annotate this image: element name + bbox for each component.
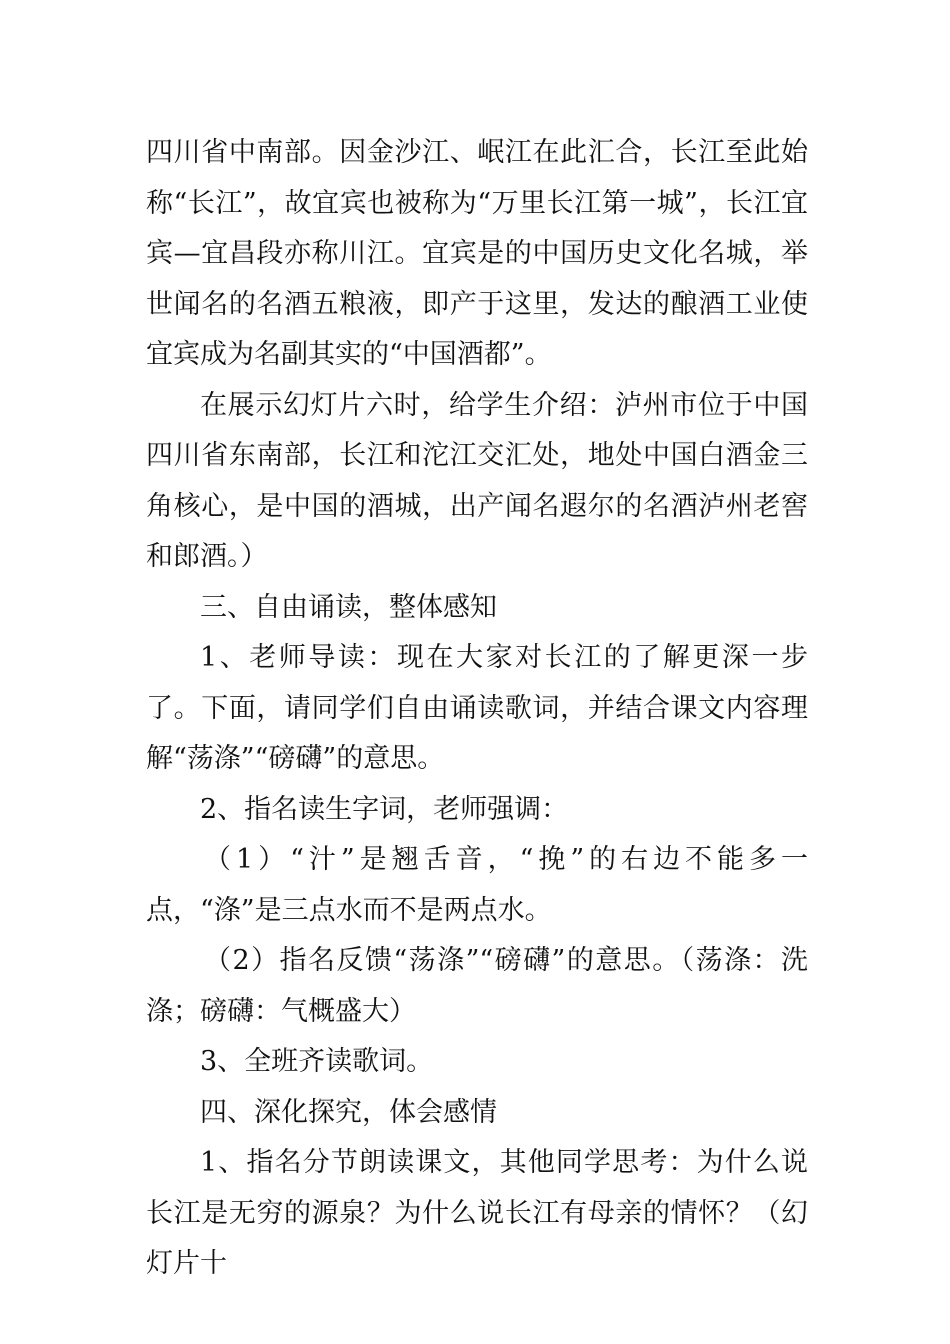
paragraph-word-meaning: （2）指名反馈“荡涤”“磅礴”的意思。（荡涤：洗涤；磅礴：气概盛大） xyxy=(146,945,808,1027)
paragraph-class-reading: 3、全班齐读歌词。 xyxy=(200,1046,434,1077)
paragraph-pronunciation-note: （1）“汁”是翘舌音，“挽”的右边不能多一点，“涤”是三点水而不是两点水。 xyxy=(146,844,808,926)
section-heading-free-reading: 三、自由诵读，整体感知 xyxy=(200,591,497,623)
document-body xyxy=(146,128,808,1290)
paragraph-yibin-intro: 四川省中南部。因金沙江、岷江在此汇合，长江至此始称“长江”，故宜宾也被称为“万里长江第一城”，长江宜宾—宜昌段亦称川江。宜宾是的中国历史文化名城，举世闻名的名酒五粮液，即产于这里，发达的酿酒工业使宜宾成为名副其实的“中国酒都”。 xyxy=(146,137,808,370)
paragraph-luzhou-intro: 在展示幻灯片六时，给学生介绍：泸州市位于中国四川省东南部，长江和沱江交汇处，地处中国白酒金三角核心，是中国的酒城，出产闻名遐尔的名酒泸州老窖和郎酒。） xyxy=(146,389,808,572)
paragraph-teacher-guide: 1、老师导读：现在大家对长江的了解更深一步了。下面，请同学们自由诵读歌词，并结合课文内容理解“荡涤”“磅礴”的意思。 xyxy=(146,642,808,774)
paragraph-section-reading: 1、指名分节朗读课文，其他同学思考：为什么说长江是无穷的源泉？为什么说长江有母亲的情怀？（幻灯片十 xyxy=(146,1147,808,1279)
section-heading-deep-exploration: 四、深化探究，体会感情 xyxy=(200,1096,497,1128)
paragraph-vocabulary-reading: 2、指名读生字词，老师强调： xyxy=(200,793,569,825)
